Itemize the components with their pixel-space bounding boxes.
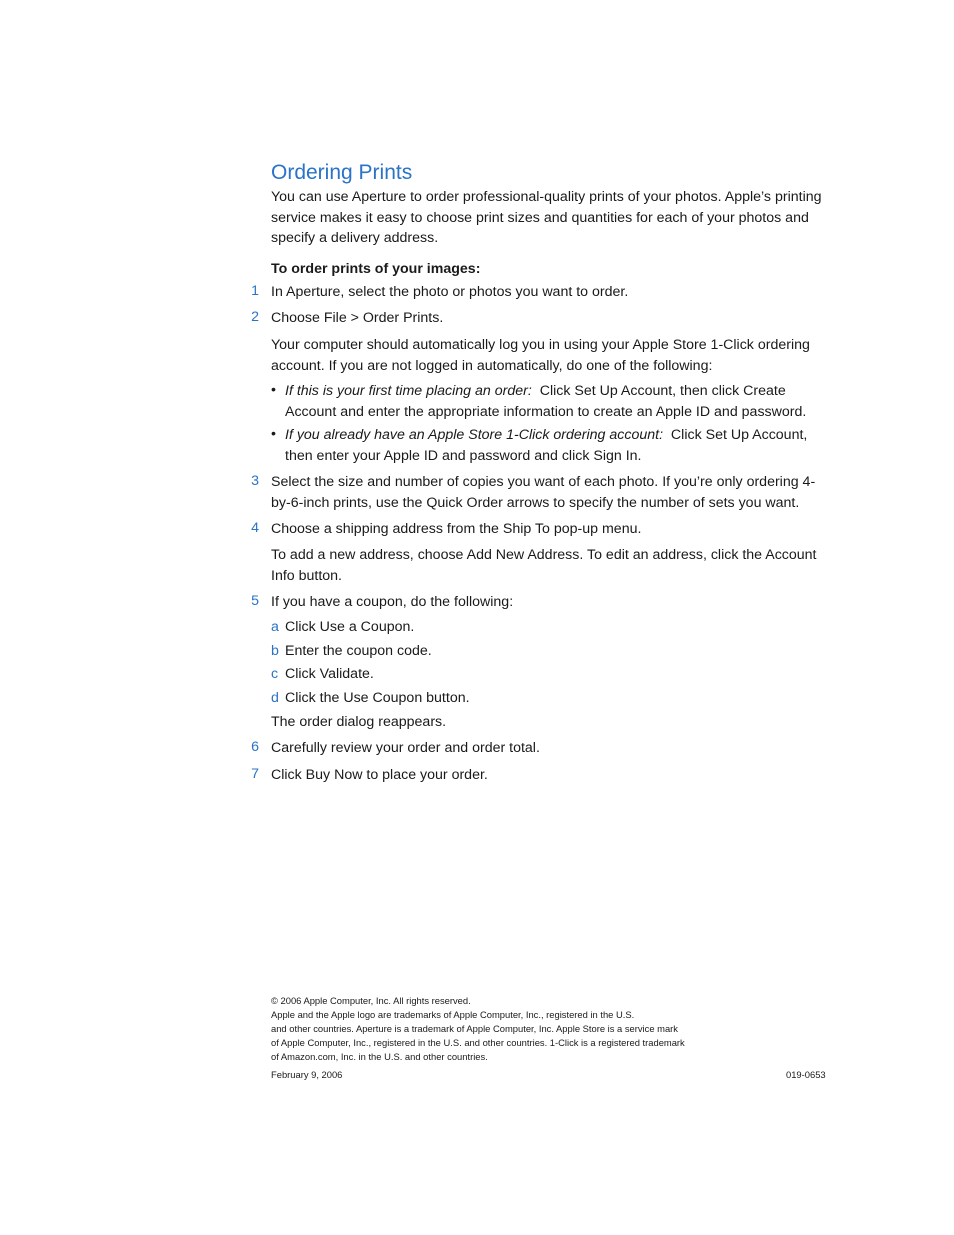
substep-text: Enter the coupon code. xyxy=(285,643,432,659)
step-note: Your computer should automatically log you in using your Apple Store 1-Click ordering account. If you are not logged in automatically, do one of the following: xyxy=(271,337,810,374)
bullet-lead: If you already have an Apple Store 1-Click ordering account: xyxy=(285,427,664,443)
procedure-heading: To order prints of your images: xyxy=(271,261,481,277)
legal-line: of Amazon.com, Inc. in the U.S. and other countries. xyxy=(271,1051,488,1063)
substep-letter: d xyxy=(271,690,279,706)
step-text: Choose a shipping address from the Ship To pop-up menu. xyxy=(271,521,642,537)
step-text: If you have a coupon, do the following: xyxy=(271,594,514,610)
legal-line: Apple and the Apple logo are trademarks of Apple Computer, Inc., registered in the U.S. xyxy=(271,1009,635,1021)
substep-text: Click Use a Coupon. xyxy=(285,619,415,635)
step-note: The order dialog reappears. xyxy=(271,714,447,730)
substep-text: Click the Use Coupon button. xyxy=(285,690,470,706)
step-number: 3 xyxy=(251,473,259,489)
step-note: To add a new address, choose Add New Address. To edit an address, click the Account Info button. xyxy=(271,547,817,584)
bullet-body: Click Set Up Account, then click Create Account and enter the appropriate information to create an Apple ID and password. xyxy=(285,383,807,420)
step-number: 6 xyxy=(251,739,259,755)
legal-line: of Apple Computer, Inc., registered in the U.S. and other countries. 1-Click is a registered trademark xyxy=(271,1037,685,1049)
footer-date: February 9, 2006 xyxy=(271,1069,343,1080)
section-title: Ordering Prints xyxy=(271,161,413,184)
step-number: 2 xyxy=(251,309,259,325)
step-number: 4 xyxy=(251,520,259,536)
step-number: 7 xyxy=(251,766,259,782)
bullet-body: Click Set Up Account, then enter your Apple ID and password and click Sign In. xyxy=(285,427,808,464)
step-text: Select the size and number of copies you want of each photo. If you’re only ordering 4-by-6-inch prints, use the Quick Order arrows to specify the number of sets you want. xyxy=(271,474,816,511)
substep-letter: a xyxy=(271,619,279,635)
step-text: In Aperture, select the photo or photos you want to order. xyxy=(271,284,629,300)
step-text: Carefully review your order and order total. xyxy=(271,740,540,756)
step-number: 5 xyxy=(251,593,259,609)
legal-line: © 2006 Apple Computer, Inc. All rights reserved. xyxy=(271,995,471,1006)
document-code: 019-0653 xyxy=(786,1069,826,1080)
legal-line: and other countries. Aperture is a trademark of Apple Computer, Inc. Apple Store is a service mark xyxy=(271,1023,678,1035)
intro-paragraph: You can use Aperture to order professional-quality prints of your photos. Apple’s printing service makes it easy to choose print sizes and quantities for each of your photos and specify a delivery address. xyxy=(271,189,822,246)
bullet-item xyxy=(285,425,830,466)
bullet-lead: If this is your first time placing an order: xyxy=(285,383,532,399)
bullet-mark: • xyxy=(271,382,276,398)
substep-letter: c xyxy=(271,666,279,682)
legal-notice xyxy=(271,994,751,1064)
bullet-mark: • xyxy=(271,426,276,442)
step-text: Choose File > Order Prints. xyxy=(271,310,444,326)
substep-letter: b xyxy=(271,643,279,659)
step-text: Click Buy Now to place your order. xyxy=(271,767,488,783)
substep-text: Click Validate. xyxy=(285,666,374,682)
step-number: 1 xyxy=(251,283,259,299)
bullet-item xyxy=(285,381,830,422)
